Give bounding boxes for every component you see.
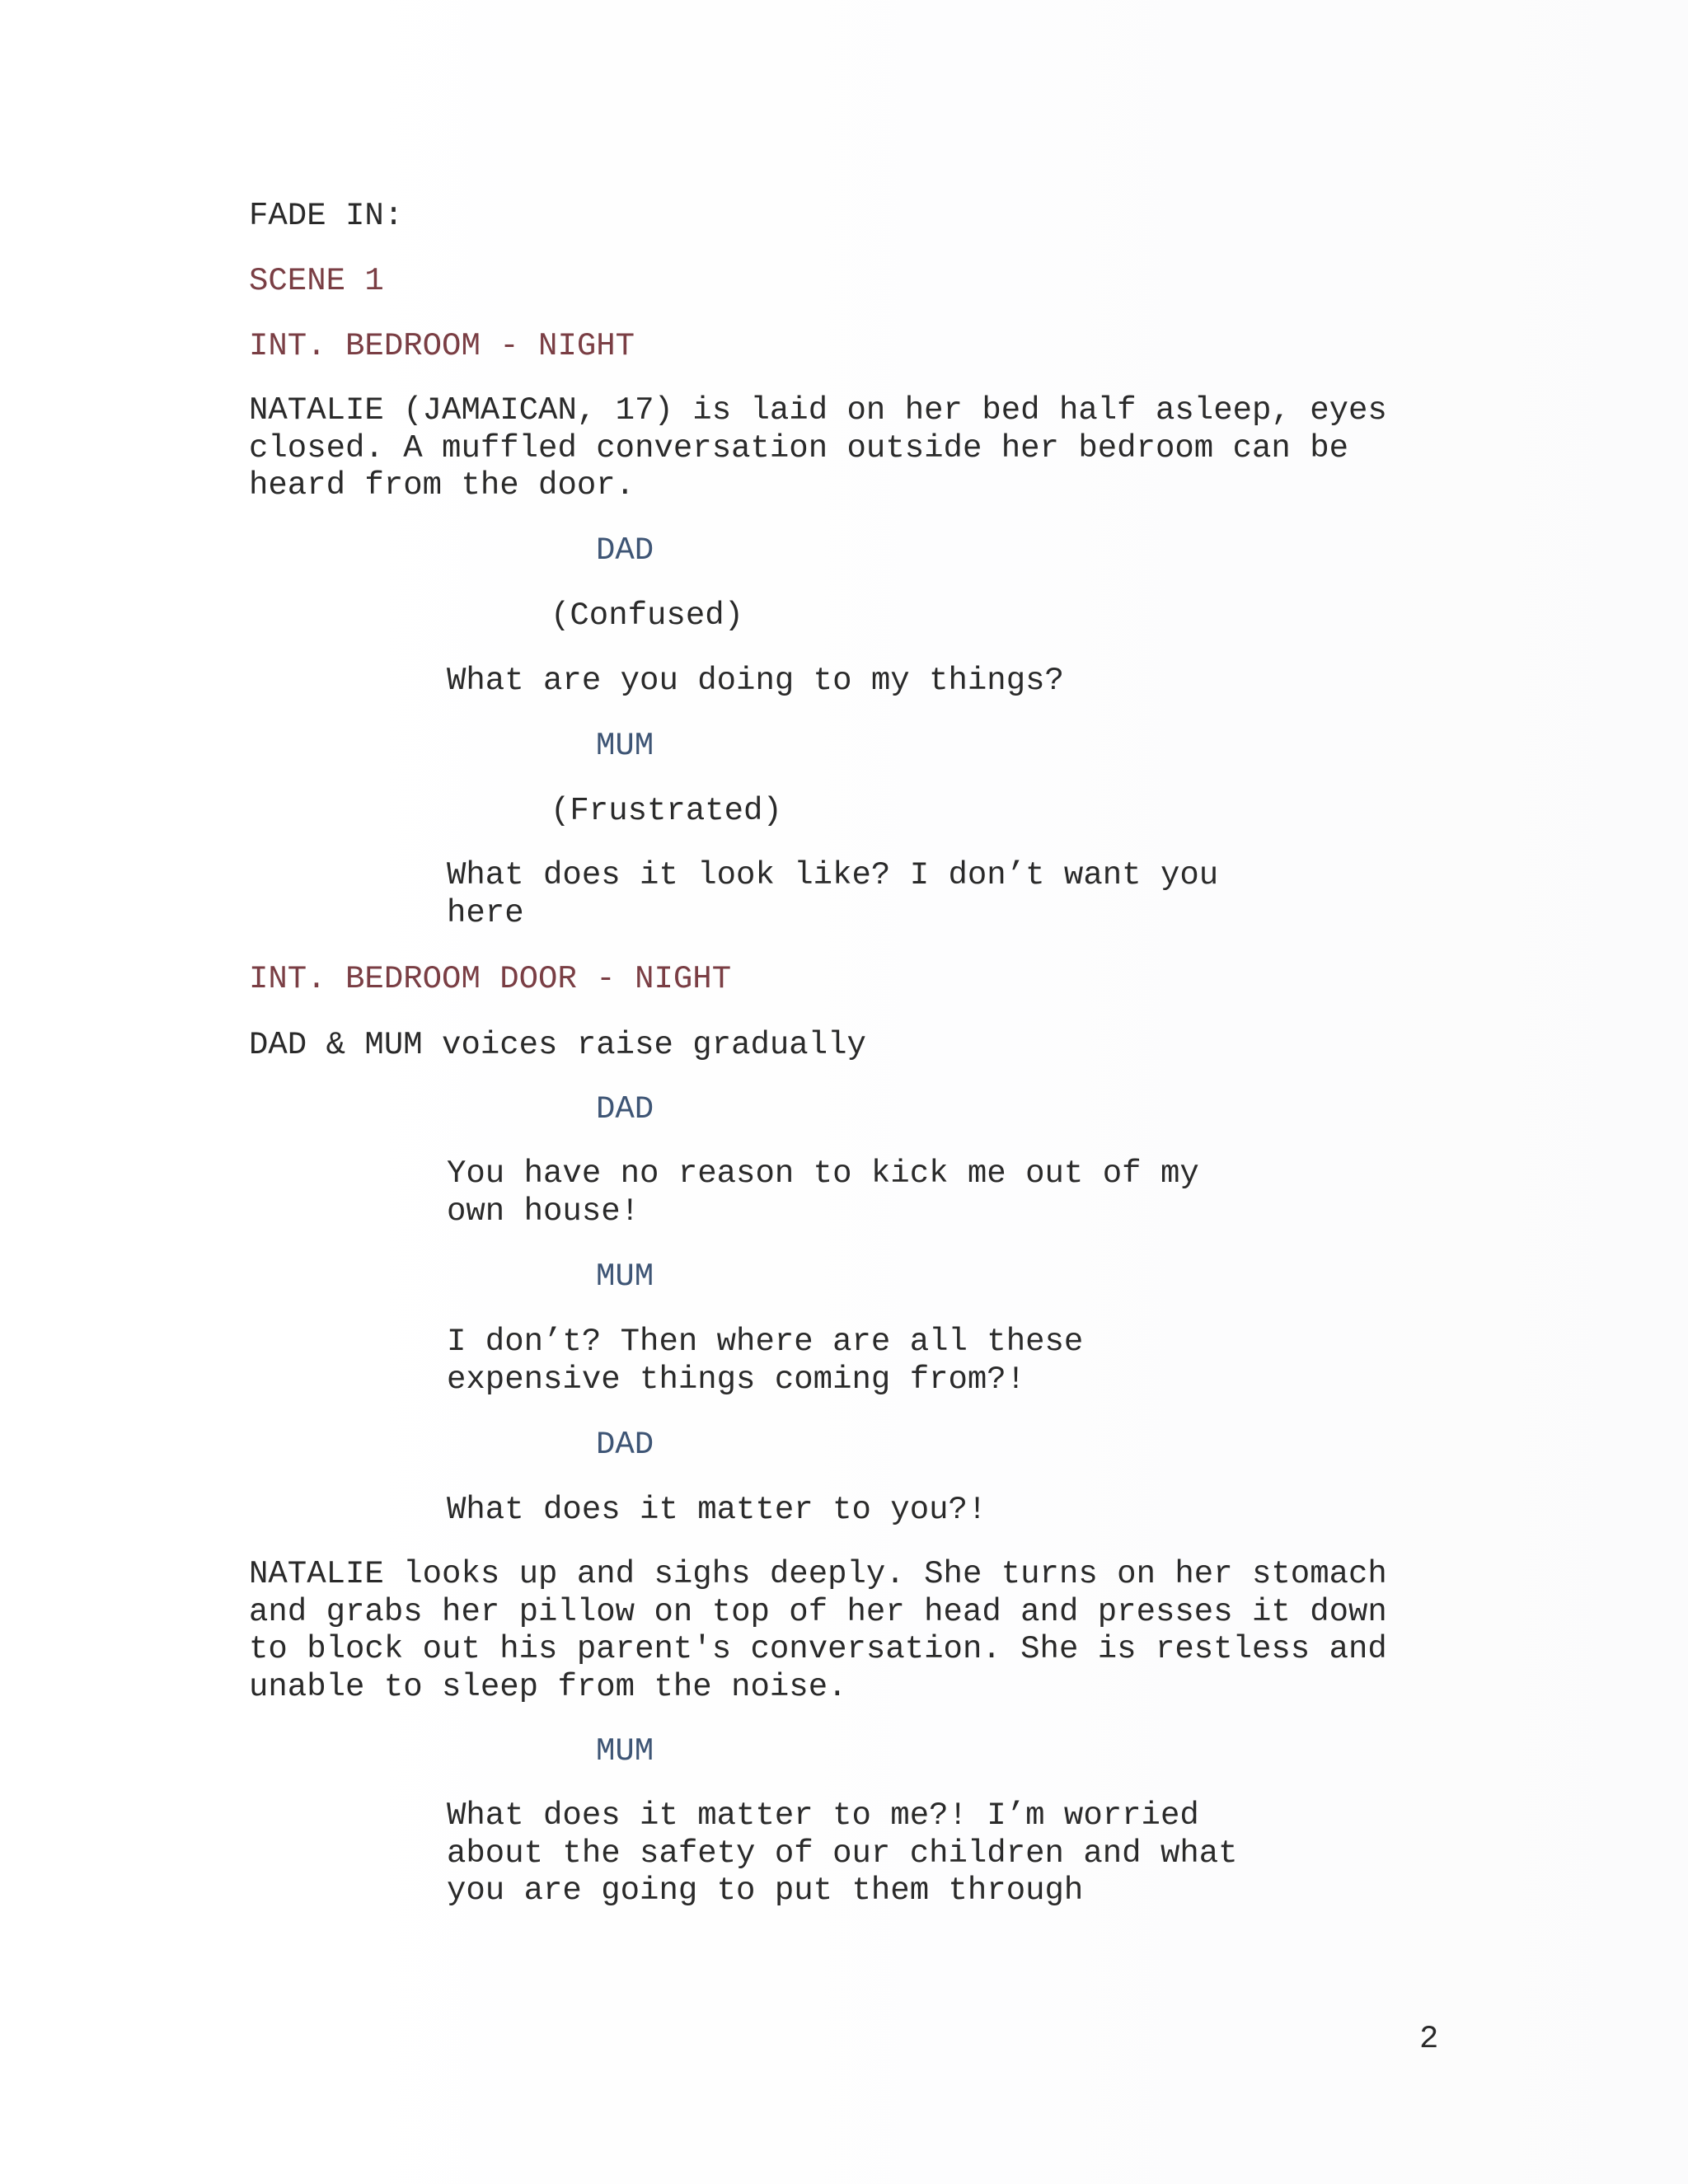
scene-heading: INT. BEDROOM DOOR - NIGHT: [249, 961, 732, 997]
action-paragraph: NATALIE looks up and sighs deeply. She turns on her stomach and grabs her pillow on top of her head and presses it down to block out his parent's conversation. She is restless and unable to sleep from the noise.: [249, 1556, 1387, 1705]
dialogue: What does it matter to you?!: [447, 1492, 987, 1528]
scene-heading: INT. BEDROOM - NIGHT: [249, 328, 635, 364]
page-number: 2: [1419, 2021, 1439, 2057]
parenthetical: (Confused): [551, 598, 744, 634]
action-paragraph: DAD & MUM voices raise gradually: [249, 1027, 866, 1063]
dialogue: What are you doing to my things?: [447, 663, 1064, 699]
character-name: MUM: [596, 728, 654, 764]
action-paragraph: NATALIE (JAMAICAN, 17) is laid on her bed half asleep, eyes closed. A muffled conversation outside her bedroom can be heard from the door.: [249, 392, 1387, 504]
dialogue: What does it matter to me?! I’m worried about the safety of our children and what you are going to put them through: [447, 1797, 1238, 1909]
dialogue: What does it look like? I don’t want you here: [447, 857, 1219, 931]
character-name: MUM: [596, 1733, 654, 1769]
dialogue: I don’t? Then where are all these expensive things coming from?!: [447, 1324, 1084, 1398]
parenthetical: (Frustrated): [551, 793, 782, 829]
scene-number: SCENE 1: [249, 263, 384, 299]
character-name: MUM: [596, 1258, 654, 1295]
character-name: DAD: [596, 1091, 654, 1127]
character-name: DAD: [596, 1427, 654, 1463]
transition-fade-in: FADE IN:: [249, 198, 404, 234]
dialogue: You have no reason to kick me out of my own house!: [447, 1155, 1199, 1230]
character-name: DAD: [596, 532, 654, 569]
